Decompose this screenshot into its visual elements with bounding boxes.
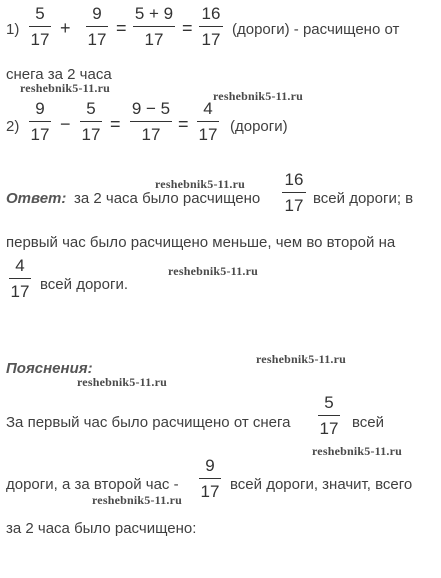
minus-sign: − [60,114,71,134]
watermark: reshebnik5-11.ru [256,352,346,366]
fraction-4-17: 4 17 [10,256,30,301]
watermark: reshebnik5-11.ru [20,81,110,95]
explanation-text: всей дороги, значит, всего [230,476,413,493]
fraction-9-17: 9 17 [30,99,50,144]
fraction-5-17: 5 17 [30,4,50,49]
watermark: reshebnik5-11.ru [213,89,303,103]
explanation-text: дороги, а за второй час - [6,476,179,493]
fraction-5-17: 5 17 [319,393,339,438]
answer-text: за 2 часа было расчищено [74,190,261,207]
plus-sign: + [60,18,71,38]
fraction-4-17: 4 17 [198,99,218,144]
answer-text: всей дороги. [40,276,128,293]
equals-sign: = [110,114,121,134]
fraction-sum: 5 + 9 17 [134,4,174,49]
fraction-16-17: 16 17 [199,4,223,50]
answer-text: первый час было расчищено меньше, чем во второй на [6,234,396,251]
watermark: reshebnik5-11.ru [168,264,258,278]
explanation-text: За первый час было расчищено от снега [6,414,291,431]
watermark: reshebnik5-11.ru [155,177,245,191]
step-2-label: 2) [6,118,20,135]
fraction-9-17: 9 17 [200,456,220,501]
fraction-5-17: 5 17 [81,99,101,144]
step-1-label: 1) [6,21,20,38]
explanation-text: всей [352,414,385,431]
equals-sign: = [178,114,189,134]
fraction-9-17: 9 17 [87,4,107,49]
answer-label: Ответ: [6,190,67,207]
watermark: reshebnik5-11.ru [92,493,182,507]
step-2-tail: (дороги) [230,118,288,135]
fraction-16-17: 16 17 [282,170,306,216]
answer-text: всей дороги; в [313,190,414,207]
explanation-label: Пояснения: [6,360,93,377]
watermark: reshebnik5-11.ru [77,375,167,389]
fraction-difference: 9 − 5 17 [131,99,171,144]
equals-sign: = [116,18,127,38]
step-1-tail: (дороги) - расчищено от [232,21,400,38]
step-1-continuation: снега за 2 часа [6,66,112,83]
explanation-text: за 2 часа было расчищено: [6,520,197,537]
watermark: reshebnik5-11.ru [312,444,402,458]
equals-sign: = [182,18,193,38]
